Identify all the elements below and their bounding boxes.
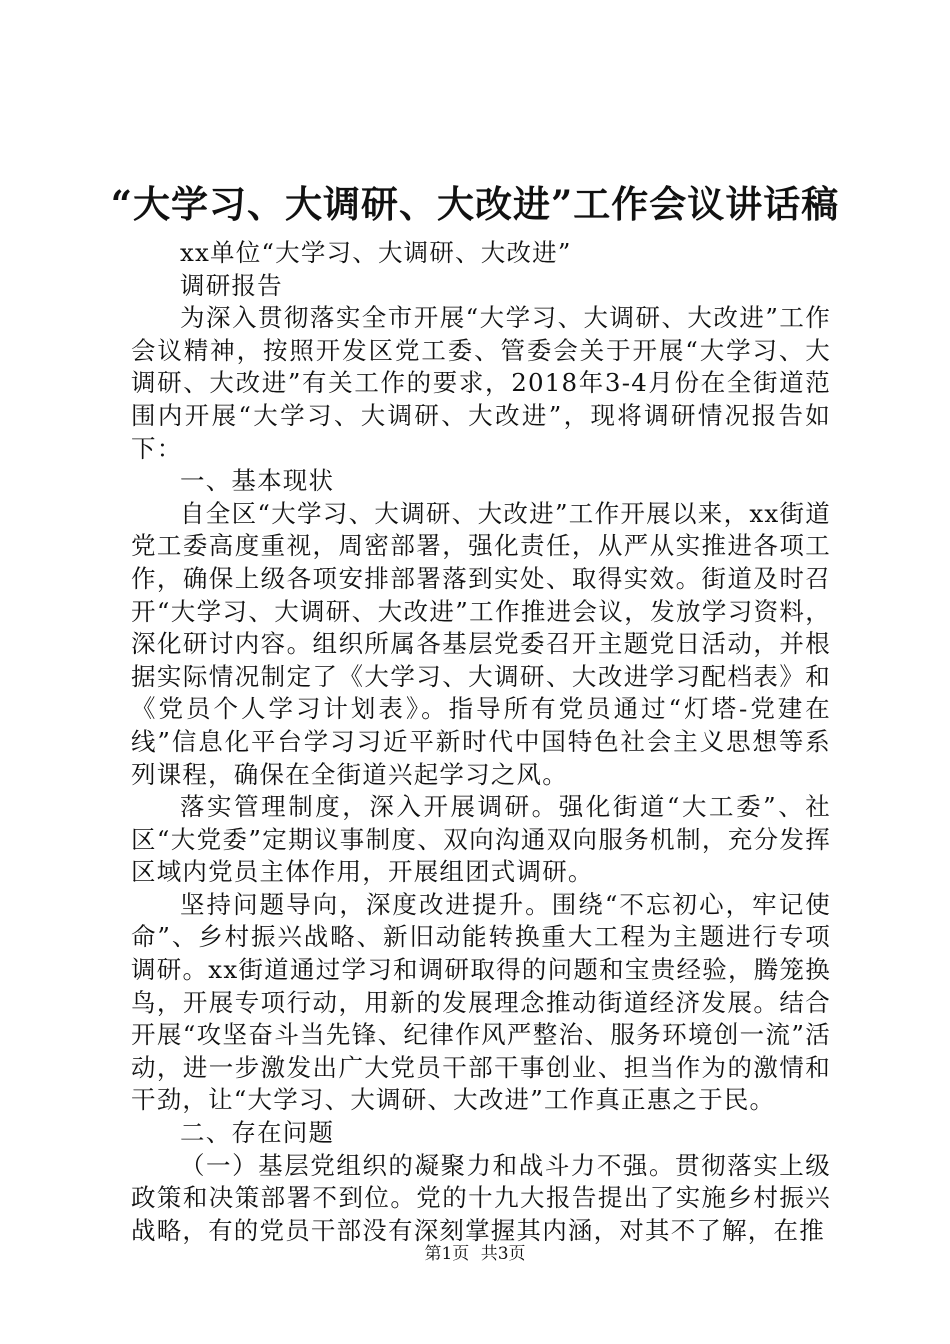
status-paragraph-2: 落实管理制度，深入开展调研。强化街道“大工委”、社区“大党委”定期议事制度、双向沟通双向服务机制，充分发挥区域内党员主体作用，开展组团式调研。: [131, 792, 831, 887]
section-heading-problems: 二、存在问题: [180, 1118, 335, 1148]
page-footer: [0, 1242, 950, 1266]
problems-paragraph-1: （一）基层党组织的凝聚力和战斗力不强。贯彻落实上级政策和决策部署不到位。党的十九大报告提出了实施乡村振兴战略，有的党员干部没有深刻掌握其内涵，对其不了解，在推: [131, 1150, 831, 1245]
status-paragraph-3: 坚持问题导向，深度改进提升。围绕“不忘初心，牢记使命”、乡村振兴战略、新旧动能转换重大工程为主题进行专项调研。xx街道通过学习和调研取得的问题和宝贵经验，腾笼换鸟，开展专项行动，用新的发展理念推动街道经济发展。结合开展“攻坚奋斗当先锋、纪律作风严整治、服务环境创一流”活动，进一步激发出广大党员干部干事创业、担当作为的激情和干劲，让“大学习、大调研、大改进”工作真正惠之于民。: [131, 889, 831, 1115]
unit-line: xx单位“大学习、大调研、大改进”: [180, 238, 572, 267]
intro-paragraph: 为深入贯彻落实全市开展“大学习、大调研、大改进”工作会议精神，按照开发区党工委、管委会关于开展“大学习、大调研、大改进”有关工作的要求，2018年3-4月份在全街道范围内开展“大学习、大调研、大改进”，现将调研情况报告如下：: [131, 303, 831, 463]
page-number: 第1页: [424, 1244, 470, 1264]
report-label: 调研报告: [180, 270, 283, 300]
document-body: [131, 237, 831, 1247]
status-paragraph-1: 自全区“大学习、大调研、大改进”工作开展以来，xx街道党工委高度重视，周密部署，强化责任，从严从实推进各项工作，确保上级各项安排部署落到实处、取得实效。街道及时召开“大学习、大调研、大改进”工作推进会议，发放学习资料，深化研讨内容。组织所属各基层党委召开主题党日活动，并根据实际情况制定了《大学习、大调研、大改进学习配档表》和《党员个人学习计划表》。指导所有党员通过“灯塔-党建在线”信息化平台学习习近平新时代中国特色社会主义思想等系列课程，确保在全街道兴起学习之风。: [131, 498, 831, 789]
document-title: “大学习、大调研、大改进”工作会议讲话稿: [110, 182, 840, 226]
page-total: 共3页: [480, 1244, 526, 1264]
section-heading-status: 一、基本现状: [180, 466, 335, 496]
